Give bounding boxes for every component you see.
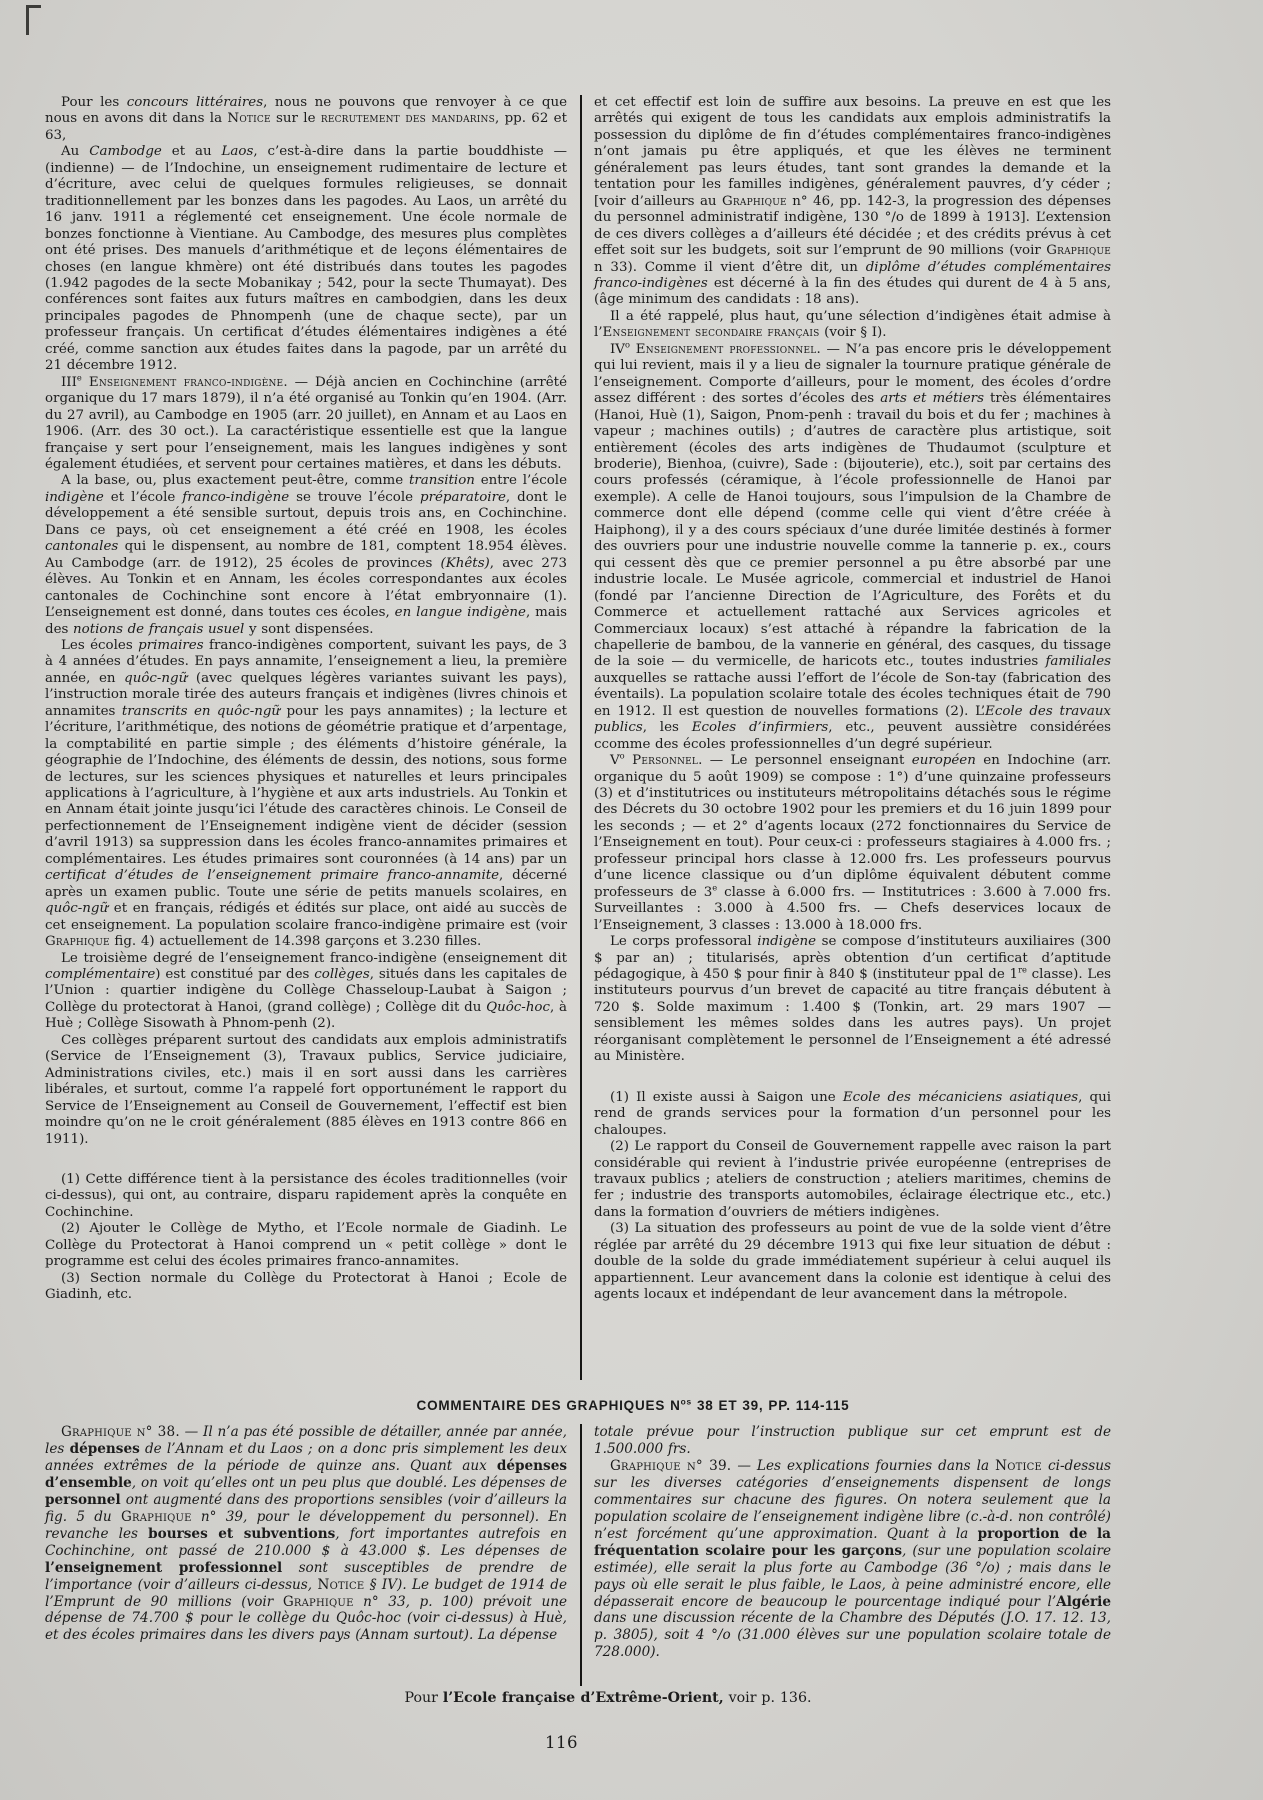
right-column [594, 95, 1111, 1380]
commentary-title-text: COMMENTAIRE DES GRAPHIQUES $N^{os}$ 38 ET 39, PP. 114-115 [416, 1396, 850, 1413]
paragraph: Les écoles primaires franco-indigènes comportent, suivant les pays, de 3 à 4 années d’études. En pays annamite, l’enseignement a lieu, la première année, en quôc-ngữ (avec quelques légères variantes suivant les pays), l’instruction morale tirée des auteurs français et indigènes (livres chinois et annamites transcrits en quôc-ngữ pour les pays annamites) ; la lecture et l’écriture, l’arithmétique, des notions de géométrie pratique et d’arpentage, la comptabilité en partie simple ; des éléments d’histoire générale, la géographie de l’Indochine, des éléments de dessin, des notions, sous forme de lectures, sur les sciences physiques et naturelles et leurs principales applications à l’agriculture, à l’hygiène et aux arts industriels. Au Tonkin et en Annam était jointe jusqu’ici l’étude des caractères chinois. Le Conseil de perfectionnement de l’Enseignement indigène vient de décider (session d’avril 1913) sa suppression dans les écoles franco-annamites primaires et complémentaires. Les études primaires sont couronnées (à 14 ans) par un certificat d’études de l’enseignement primaire franco-annamite, décerné après un examen public. Toute une série de petits manuels scolaires, en quôc-ngữ et en français, rédigés et édités sur place, ont aidé au succès de cet enseignement. La population scolaire franco-indigène primaire est (voir Graphique fig. 4) actuellement de 14.398 garçons et 3.230 filles. [45, 637, 567, 950]
corner-mark [26, 5, 41, 35]
commentary-title [45, 1398, 1111, 1414]
commentary-paragraph: Graphique n° 39. — Les explications fournies dans la Notice ci-dessus sur les diverses catégories d’enseignements dispensent de longs commentaires sur chacune des figures. On notera seulement que la population scolaire de l’enseignement indigène libre (c.-à-d. non contrôlé) n’est forcément qu’une approximation. Quant à la proportion de la fréquentation scolaire pour les garçons, (sur une population scolaire estimée), elle serait la plus forte au Cambodge (36 °/o) ; mais dans le pays où elle serait le plus faible, le Laos, à peine administré encore, elle dépasserait encore de beaucoup le pourcentage indiqué pour l’Algérie dans une discussion récente de la Chambre des Députés (J.O. 17. 12. 13, p. 3805), soit 4 °/o (31.000 élèves sur une population scolaire totale de 728.000). [594, 1458, 1111, 1661]
paragraph: IIIe Enseignement franco-indigène. — Déjà ancien en Cochinchine (arrêté organique du 17 mars 1879), il n’a été organisé au Tonkin qu’en 1904. (Arr. du 27 avril), au Cambodge en 1905 (arr. 20 juillet), en Annam et au Laos en 1906. (Arr. des 30 oct.). La caractéristique essentielle est que la langue française y sert pour l’enseignement, mais les langues indigènes y sont également étudiées, et servent pour certaines matières, et dans les débuts. [45, 372, 567, 472]
right-column-footnotes [594, 1090, 1111, 1304]
paragraph: et cet effectif est loin de suffire aux besoins. La preuve en est que les arrêtés qui exigent de tous les candidats aux emplois administratifs la possession du diplôme de fin d’études complémentaires franco-indigènes n’ont jamais pu être appliqués, et que les élèves ne terminent généralement pas leurs études, tant sont grandes la demande et la tentation pour les familles indigènes, généralement pauvres, d’y céder ; [voir d’ailleurs au Graphique n° 46, pp. 142-3, la progression des dépenses du personnel administratif indigène, 130 °/o de 1899 à 1913]. L’extension de ces divers collèges a d’ailleurs été décidée ; et des crédits prévus à cet effet soit sur les budgets, soit sur l’emprunt de 90 millions (voir Graphique n 33). Comme il vient d’être dit, un diplôme d’études complémentaires franco-indigènes est décerné à la fin des études qui durent de 4 à 5 ans, (âge minimum des candidats : 18 ans). [594, 95, 1111, 308]
main-text [45, 95, 1111, 1380]
page-number: 116 [545, 1732, 578, 1752]
footnote: (1) Cette différence tient à la persistance des écoles traditionnelles (voir ci-dessus), qui ont, au contraire, disparu rapidement après la conquête en Cochinchine. [45, 1172, 567, 1220]
left-column [45, 95, 567, 1380]
paragraph: Pour les concours littéraires, nous ne pouvons que renvoyer à ce que nous en avons dit dans la Notice sur le recrutement des mandarins, pp. 62 et 63, [45, 95, 567, 143]
footer-note-text: Pour l’Ecole française d’Extrême-Orient, voir p. 136. [404, 1690, 812, 1707]
commentary-paragraph: totale prévue pour l’instruction publique sur cet emprunt est de 1.500.000 frs. [594, 1424, 1111, 1458]
paragraph: Au Cambodge et au Laos, c’est-à-dire dans la partie bouddhiste — (indienne) — de l’Indochine, un enseignement rudimentaire de lecture et d’écriture, avec celui de quelques formules religieuses, se donnait traditionnellement par les bonzes dans les pagodes. Au Laos, un arrêté du 16 janv. 1911 a réglementé cet enseignement. Une école normale de bonzes fonctionne à Vientiane. Au Cambodge, des mesures plus complètes ont été prises. Des manuels d’arithmétique et de leçons élémentaires de choses (en langue khmère) ont été distribués dans toutes les pagodes (1.942 pagodes de la secte Mobanikay ; 542, pour la secte Thumayat). Des conférences sont faites aux futurs maîtres en cambodgien, dans les deux principales pagodes de Phnompenh (une de chaque secte), par un professeur français. Un certificat d’études élémentaires indigènes a été créé, comme sanction aux études faites dans la pagode, par un arrêté du 21 décembre 1912. [45, 144, 567, 374]
paragraph: Ces collèges préparent surtout des candidats aux emplois administratifs (Service de l’Enseignement (3), Travaux publics, Service judiciaire, Administrations civiles, etc.) mais il en sort aussi dans les carrières libérales, et surtout, comme l’a rappelé fort opportunément le rapport du Service de l’Enseignement au Conseil de Gouvernement, l’effectif est bien moindre qu’on ne le croit généralement (885 élèves en 1913 contre 866 en 1911). [45, 1032, 567, 1147]
footnote: (2) Le rapport du Conseil de Gouvernement rappelle avec raison la part considérable qui revient à l’industrie privée européenne (entreprises de travaux publics ; ateliers de construction ; ateliers maritimes, chemins de fer ; industrie des transports automobiles, éclairage électrique etc., etc.) dans la formation d’ouvriers de métiers indigènes. [594, 1139, 1111, 1220]
commentary-paragraph: Graphique n° 38. — Il n’a pas été possible de détailler, année par année, les dépenses de l’Annam et du Laos ; on a donc pris simplement les deux années extrêmes de la période de quinze ans. Quant aux dépenses d’ensemble, on voit qu’elles ont un peu plus que doublé. Les dépenses de personnel ont augmenté dans des proportions sensibles (voir d’ailleurs la fig. 5 du Graphique n° 39, pour le développement du personnel). En revanche les bourses et subventions, fort importantes autrefois en Cochinchine, ont passé de 210.000 $ à 43.000 $. Les dépenses de l’enseignement professionnel sont susceptibles de prendre de l’importance (voir d’ailleurs ci-dessus, Notice § IV). Le budget de 1914 de l’Emprunt de 90 millions (voir Graphique n° 33, p. 100) prévoit une dépense de 74.700 $ pour le collège du Quôc-hoc (voir ci-dessus) à Huè, et des écoles primaires dans les divers pays (Annam surtout). La dépense [45, 1424, 568, 1644]
paragraph: Le corps professoral indigène se compose d’instituteurs auxiliaires (300 $ par an) ; titularisés, après obtention d’un certificat d’aptitude pédagogique, à 450 $ pour finir à 840 $ (instituteur ppal de 1re classe). Les instituteurs pourvus d’un brevet de capacité au titre français débutent à 720 $. Solde maximum : 1.400 $ (Tonkin, art. 29 mars 1907 — sensiblement les mêmes soldes dans les autres pays). Un projet réorganisant complètement le personnel de l’Enseignement a été adressé au Ministère. [594, 934, 1112, 1065]
left-column-footnotes [45, 1172, 567, 1304]
commentary-right-column [594, 1424, 1111, 1686]
paragraph: $V^o$ Personnel. — Le personnel enseignant européen en Indochine (arr. organique du 5 août 1909) se compose : 1°) d’une quinzaine professeurs (3) et d’institutrices ou instituteurs métropolitains détachés sous le régime des Décrets du 30 octobre 1902 pour les premiers et du 16 juin 1899 pour les seconds ; — et 2° d’agents locaux (272 fonctionnaires du Service de l’Enseignement en tout). Pour ceux-ci : professeurs stagiaires à 4.000 frs. ; professeur principal hors classe à 12.000 frs. Les professeurs pourvus d’une licence classique ou d’un diplôme équivalent débutent comme professeurs de 3e classe à 6.000 frs. — Institutrices : 3.600 à 7.000 frs. Surveillantes : 3.000 à 4.500 frs. — Chefs deservices locaux de l’Enseignement, 3 classes : 13.000 à 18.000 frs. [594, 750, 1111, 933]
paragraph: A la base, ou, plus exactement peut-être, comme transition entre l’école indigène et l’école franco-indigène se trouve l’école préparatoire, dont le développement a été sensible surtout, depuis trois ans, en Cochinchine. Dans ce pays, où cet enseignement a été créé en 1908, les écoles cantonales qui le dispensent, au nombre de 181, comptent 18.954 élèves. Au Cambodge (arr. de 1912), 25 écoles de provinces (Khêts), avec 273 élèves. Au Tonkin et en Annam, les écoles correspondantes aux écoles cantonales de Cochinchine sont encore à l’état embryonnaire (1). L’enseignement est donné, dans toutes ces écoles, en langue indigène, mais des notions de français usuel y sont dispensées. [45, 473, 568, 637]
left-column-paragraphs [45, 95, 567, 1148]
footer-note [45, 1690, 1111, 1706]
footnote: (2) Ajouter le Collège de Mytho, et l’Ecole normale de Giadinh. Le Collège du Protectorat à Hanoi comprend un « petit collège » dont le programme est celui des écoles primaires franco-annamites. [45, 1221, 567, 1270]
column-divider-rule [580, 95, 582, 1380]
paragraph: Le troisième degré de l’enseignement franco-indigène (enseignement dit complémentaire) est constitué par des collèges, situés dans les capitales de l’Union : quartier indigène du Collège Chasseloup-Laubat à Saigon ; Collège du protectorat à Hanoi, (grand collège) ; Collège dit du Quôc-hoc, à Huè ; Collège Sisowath à Phnom-penh (2). [45, 950, 567, 1032]
commentary-left-column [45, 1424, 567, 1686]
footnote: (3) Section normale du Collège du Protectorat à Hanoi ; Ecole de Giadinh, etc. [45, 1270, 567, 1303]
paragraph: $IV^o$ Enseignement professionnel. — N’a pas encore pris le développement qui lui revient, mais il y a lieu de signaler la tournure pratique générale de l’enseignement. Comporte d’ailleurs, pour le moment, des écoles d’ordre assez différent : des sortes d’écoles des arts et métiers très élémentaires (Hanoi, Huè (1), Saigon, Pnom-penh : travail du bois et du fer ; machines à vapeur ; machines outils) ; d’autres de caractère plus artistique, soit entièrement (écoles des arts indigènes de Thudaumot (sculpture et broderie), Bienhoa, (cuivre), Sade : (bijouterie), etc.), soit par certains des cours professés (céramique, à l’école professionnelle de Hanoi par exemple). A celle de Hanoi toujours, sous l’impulsion de la Chambre de commerce dont elle dépend (comme celle qui vient d’être créée à Haiphong), il y a des cours spéciaux d’une durée limitée destinés à former des ouvriers pour une industrie nouvelle comme la tannerie p. ex., cours qui cessent dès que ce premier personnel a pu être absorbé par une industrie locale. Le Musée agricole, commercial et industriel de Hanoi (fondé par l’ancienne Direction de l’Agriculture, des Forêts et du Commerce et actuellement rattaché aux Services agricoles et Commerciaux locaux) s’est attaché à répandre la fabrication de la chapellerie de bambou, de la vannerie en général, des casques, du tissage de la soie — du vermicelle, de haricots etc., toutes industries familiales auxquelles se rattache aussi l’effort de l’école de Son-tay (fabrication des éventails). La population scolaire totale des écoles techniques était de 790 en 1912. Il est question de nouvelles formations (2). L’Ecole des travaux publics, les Ecoles d’infirmiers, etc., peuvent aussiètre considérées ccomme des écoles professionnelles d’un degré supérieur. [594, 339, 1111, 752]
right-column-paragraphs [594, 95, 1111, 1066]
commentary-divider-rule [580, 1424, 582, 1686]
footnote: (1) Il existe aussi à Saigon une Ecole des mécaniciens asiatiques, qui rend de grands services pour la formation d’un personnel pour les chaloupes. [594, 1089, 1111, 1138]
footnote: (3) La situation des professeurs au point de vue de la solde vient d’être réglée par arrêté du 29 décembre 1913 qui fixe leur situation de début : double de la solde du grade immédiatement supérieur à celui auquel ils appartiennent. Leur avancement dans la colonie est identique à celui des agents locaux et indépendant de leur avancement dans la métropole. [594, 1221, 1111, 1303]
commentary-section [45, 1424, 1111, 1686]
paragraph: Il a été rappelé, plus haut, qu’une sélection d’indigènes était admise à l’Enseignement secondaire français (voir § I). [594, 308, 1111, 341]
